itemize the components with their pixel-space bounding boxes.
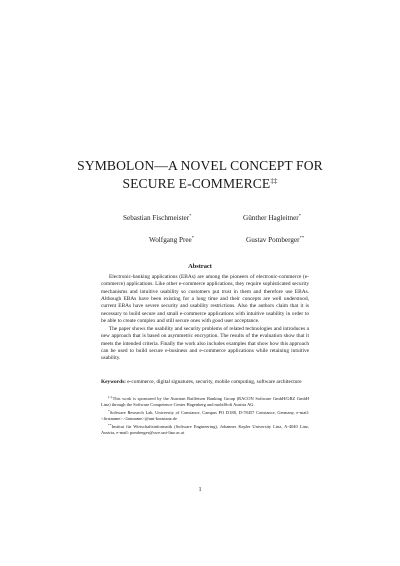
footnote-3 [101, 424, 309, 437]
footnote-1 [101, 396, 309, 409]
author-3-name: Wolfgang Pree [149, 236, 192, 244]
author-4-name: Gustav Pomberger [246, 236, 300, 244]
author-2-mark: * [298, 213, 301, 218]
author-2 [243, 214, 301, 223]
footnotes [101, 396, 309, 437]
footnote-2-mark: * [108, 408, 110, 413]
author-1-name: Sebastian Fischmeister [123, 214, 190, 222]
keywords [101, 379, 309, 386]
abstract-heading: Abstract [188, 263, 212, 270]
abstract-paragraph-2: The paper shows the usability and security problems of related technologies and introduces a new approach that is based on asymmetric encryption. The results of the evaluation show that it meets the intended criteria. Finally the work also includes examples that show how this approach can be used to build secure e-business and e-commerce applications while retaining intuitive usability. [101, 326, 309, 362]
footnote-1-mark: ‡‡ [108, 395, 113, 399]
keywords-label: Keywords: [101, 379, 126, 385]
abstract-body [101, 274, 309, 363]
author-3 [149, 236, 194, 245]
author-3-mark: * [191, 235, 195, 240]
paper-title-line-2 [40, 175, 360, 195]
author-1 [123, 214, 191, 223]
author-4-mark: ** [299, 235, 305, 240]
title-footnote-mark: ‡‡ [270, 177, 278, 185]
author-2-name: Günther Hagleitner [243, 214, 299, 222]
footnote-3-text: Institut für Wirtschaftsinformatik (Software Engineering), Johannes Kepler University Linz, A-4040 Linz, Austria, e-mail: pomberger@swe.uni-linz.ac.at [101, 423, 309, 435]
paper-title-line-1: SYMBOLON—A NOVEL CONCEPT FOR [77, 158, 323, 173]
author-1-mark: * [189, 213, 192, 218]
footnote-2-text: Software Research Lab, University of Constance, Campus PO D188, D-78457 Constance, Germany, e-mail: <firstname>.<lastname>@uni-konstanz.de [101, 409, 309, 422]
footnote-1-text: This work is sponsored by the Austrian Raiffeisen Banking Group (RACON Software GmbH/GRZ GmbH Linz) through the Software Competence Center Hagenberg and mobilSoft Austria AG. [101, 396, 310, 408]
abstract-paragraph-1: Electronic-banking applications (EBAs) are among the pioneers of electronic-commerce (e-commerce) applications. Like other e-commerce applications, they require sophisticated security mechanisms and intuitive usability so customers put trust in them and therefore use EBAs. Although EBAs have been existing for a long time and their concepts are well understood, current EBAs have severe security and usability restrictions. Also the authors claim that it is necessary to build secure and small e-commerce applications with intuitive usability in order to be able to create complex and still secure ones with good user acceptance. [101, 274, 309, 325]
keywords-text: e-commerce, digital signatures, security, mobile computing, software architecture [127, 379, 302, 385]
paper-title-line-2-text: SECURE E-COMMERCE [122, 176, 271, 191]
footnote-2 [101, 410, 309, 423]
footnote-3-mark: ** [108, 422, 112, 427]
page-number: 1 [198, 486, 202, 493]
author-4 [246, 236, 304, 245]
